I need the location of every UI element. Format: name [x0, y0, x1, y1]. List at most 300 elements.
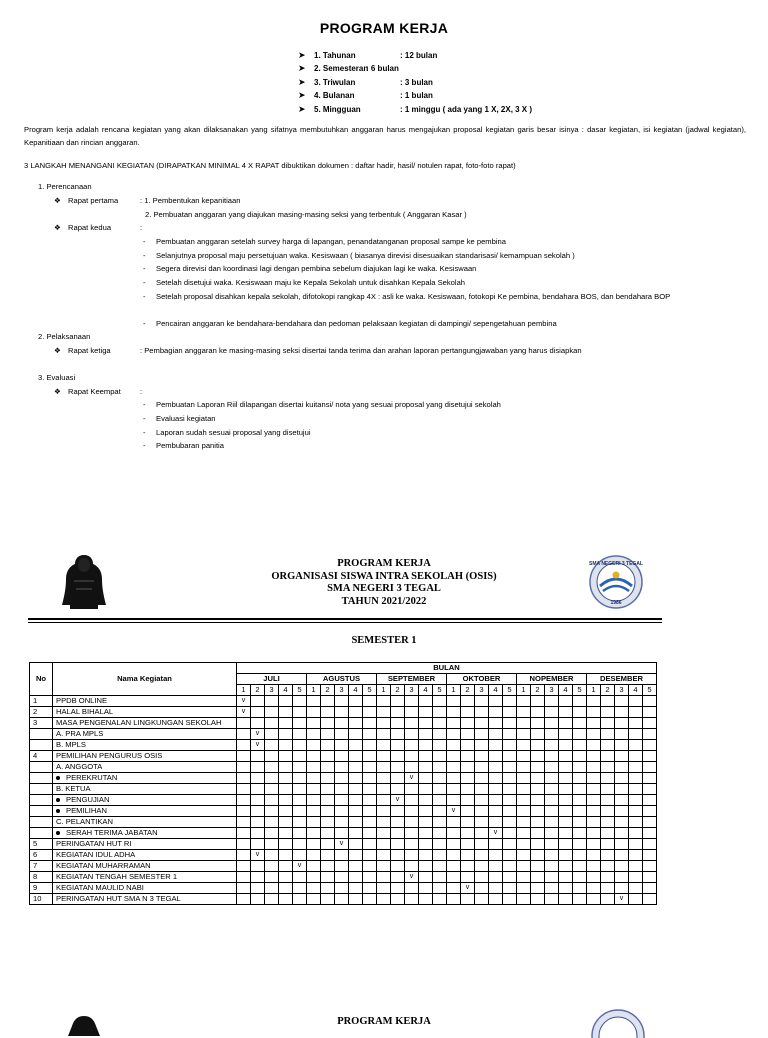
- week-cell: [601, 773, 615, 784]
- row-number: 7: [30, 861, 53, 872]
- week-cell: [433, 828, 447, 839]
- week-cell: [293, 729, 307, 740]
- week-header: 2: [391, 685, 405, 696]
- week-cell: [251, 817, 265, 828]
- week-cell: [559, 817, 573, 828]
- week-cell: [461, 839, 475, 850]
- schedule-table: [29, 662, 657, 905]
- col-name-header: Nama Kegiatan: [53, 663, 237, 696]
- week-cell: [391, 872, 405, 883]
- week-cell: [405, 729, 419, 740]
- week-cell: [265, 894, 279, 905]
- week-cell: [531, 861, 545, 872]
- school-logo-right-icon: [590, 1008, 646, 1038]
- week-cell: [251, 795, 265, 806]
- row-number: [30, 762, 53, 773]
- week-cell: [433, 740, 447, 751]
- week-cell: [587, 740, 601, 751]
- week-cell: [587, 872, 601, 883]
- week-cell: [433, 795, 447, 806]
- week-cell: [531, 784, 545, 795]
- week-cell: [419, 696, 433, 707]
- week-cell: [307, 762, 321, 773]
- week-cell: [419, 817, 433, 828]
- week-cell: [517, 883, 531, 894]
- meeting-label: Rapat kedua: [68, 223, 112, 232]
- week-cell: [461, 707, 475, 718]
- week-cell: [545, 817, 559, 828]
- week-cell: [517, 795, 531, 806]
- week-cell: [573, 740, 587, 751]
- week-cell: [517, 740, 531, 751]
- row-number: 9: [30, 883, 53, 894]
- week-cell: [363, 806, 377, 817]
- week-header: 3: [335, 685, 349, 696]
- week-cell: [601, 839, 615, 850]
- week-cell: [573, 839, 587, 850]
- week-header: 4: [629, 685, 643, 696]
- week-cell: [587, 707, 601, 718]
- week-cell: [377, 828, 391, 839]
- week-cell: [503, 806, 517, 817]
- week-cell: [321, 729, 335, 740]
- week-cell: [573, 718, 587, 729]
- week-cell: [265, 828, 279, 839]
- week-cell: [643, 883, 657, 894]
- week-cell: [517, 839, 531, 850]
- arrowhead-icon: ➤: [298, 76, 306, 87]
- week-cell: [405, 839, 419, 850]
- week-cell: [475, 883, 489, 894]
- week-cell: [293, 828, 307, 839]
- activity-label: PEMILIHAN PENGURUS OSIS: [56, 751, 163, 760]
- week-cell: [475, 817, 489, 828]
- week-cell: [587, 883, 601, 894]
- week-cell: [461, 850, 475, 861]
- week-cell: [237, 883, 251, 894]
- week-cell: [279, 751, 293, 762]
- check-mark: v: [237, 696, 251, 707]
- week-cell: [279, 696, 293, 707]
- week-cell: [349, 740, 363, 751]
- week-cell: [405, 762, 419, 773]
- week-cell: [251, 872, 265, 883]
- month-header: DESEMBER: [587, 674, 657, 685]
- week-cell: [321, 773, 335, 784]
- week-cell: [377, 773, 391, 784]
- week-cell: [335, 850, 349, 861]
- list-item: Evaluasi kegiatan: [156, 414, 216, 423]
- activity-name: [53, 828, 237, 839]
- week-cell: [363, 718, 377, 729]
- week-cell: [573, 696, 587, 707]
- week-cell: [307, 784, 321, 795]
- week-cell: [391, 806, 405, 817]
- week-cell: [349, 861, 363, 872]
- week-cell: [601, 850, 615, 861]
- week-cell: [587, 729, 601, 740]
- bullet-icon: [56, 831, 60, 835]
- week-cell: [447, 795, 461, 806]
- month-header: JULI: [237, 674, 307, 685]
- week-cell: [349, 707, 363, 718]
- week-cell: [251, 718, 265, 729]
- week-cell: [335, 861, 349, 872]
- week-cell: [489, 894, 503, 905]
- week-cell: [251, 773, 265, 784]
- week-cell: [587, 817, 601, 828]
- week-cell: [307, 751, 321, 762]
- week-cell: [391, 861, 405, 872]
- meeting-colon: :: [140, 387, 143, 396]
- week-cell: [475, 784, 489, 795]
- bullet-icon: [56, 809, 60, 813]
- week-cell: [531, 872, 545, 883]
- osis-header: [200, 558, 568, 608]
- section-perencanaan: 1. Perencanaan: [38, 182, 92, 191]
- week-cell: [531, 806, 545, 817]
- week-cell: [279, 806, 293, 817]
- check-mark: v: [251, 850, 265, 861]
- week-cell: [503, 784, 517, 795]
- week-cell: [447, 839, 461, 850]
- week-cell: [307, 773, 321, 784]
- week-cell: [531, 850, 545, 861]
- week-header: 1: [517, 685, 531, 696]
- osis-org-name: ORGANISASI SISWA INTRA SEKOLAH (OSIS): [271, 570, 497, 582]
- week-cell: [475, 751, 489, 762]
- activity-name: [53, 773, 237, 784]
- week-cell: [461, 784, 475, 795]
- week-cell: [391, 707, 405, 718]
- week-cell: [321, 894, 335, 905]
- week-cell: [587, 773, 601, 784]
- activity-label: KEGIATAN MUHARRAMAN: [56, 861, 151, 870]
- week-cell: [349, 850, 363, 861]
- week-cell: [601, 784, 615, 795]
- week-cell: [405, 861, 419, 872]
- week-cell: [531, 729, 545, 740]
- week-cell: [573, 762, 587, 773]
- row-number: 2: [30, 707, 53, 718]
- week-cell: [335, 762, 349, 773]
- week-cell: [601, 894, 615, 905]
- week-cell: [545, 740, 559, 751]
- week-cell: [475, 795, 489, 806]
- row-number: 8: [30, 872, 53, 883]
- week-cell: [503, 773, 517, 784]
- week-header: 5: [503, 685, 517, 696]
- week-cell: [237, 751, 251, 762]
- table-row: [30, 773, 657, 784]
- table-header-row: [30, 663, 657, 674]
- week-cell: [391, 817, 405, 828]
- row-number: 3: [30, 718, 53, 729]
- week-cell: [265, 740, 279, 751]
- next-page-title: PROGRAM KERJA: [337, 1016, 431, 1027]
- week-cell: [559, 806, 573, 817]
- activity-name: [53, 872, 237, 883]
- activity-label: PEMILIHAN: [66, 806, 107, 815]
- week-cell: [279, 762, 293, 773]
- week-cell: [251, 696, 265, 707]
- table-row: [30, 740, 657, 751]
- week-cell: [475, 806, 489, 817]
- week-cell: [363, 696, 377, 707]
- section-evaluasi: 3. Evaluasi: [38, 373, 76, 382]
- week-cell: [307, 718, 321, 729]
- week-cell: [601, 883, 615, 894]
- week-cell: [461, 762, 475, 773]
- week-cell: [475, 872, 489, 883]
- diamond-bullet-icon: ❖: [54, 196, 61, 205]
- week-cell: [419, 784, 433, 795]
- week-cell: [419, 751, 433, 762]
- week-cell: [447, 729, 461, 740]
- week-cell: [363, 861, 377, 872]
- period-item: [298, 103, 718, 116]
- dash-bullet: -: [143, 400, 146, 409]
- week-cell: [377, 751, 391, 762]
- week-header: 1: [447, 685, 461, 696]
- week-cell: [293, 718, 307, 729]
- week-cell: [489, 751, 503, 762]
- week-cell: [335, 729, 349, 740]
- week-header: 2: [601, 685, 615, 696]
- week-cell: [573, 861, 587, 872]
- week-cell: [615, 784, 629, 795]
- week-cell: [475, 773, 489, 784]
- week-cell: [559, 751, 573, 762]
- week-cell: [237, 850, 251, 861]
- week-cell: [293, 773, 307, 784]
- week-cell: [517, 718, 531, 729]
- week-cell: [531, 740, 545, 751]
- week-cell: [461, 718, 475, 729]
- header-divider: [28, 618, 662, 620]
- week-cell: [587, 696, 601, 707]
- week-cell: [363, 729, 377, 740]
- week-cell: [447, 872, 461, 883]
- activity-label: PEREKRUTAN: [66, 773, 118, 782]
- row-number: 4: [30, 751, 53, 762]
- week-cell: [517, 784, 531, 795]
- week-cell: [433, 872, 447, 883]
- dash-bullet: -: [143, 237, 146, 246]
- week-header: 1: [377, 685, 391, 696]
- week-cell: [629, 751, 643, 762]
- week-cell: [377, 894, 391, 905]
- activity-label: KEGIATAN IDUL ADHA: [56, 850, 136, 859]
- week-header: 4: [419, 685, 433, 696]
- page-title: PROGRAM KERJA: [319, 20, 449, 36]
- week-cell: [489, 850, 503, 861]
- week-cell: [615, 696, 629, 707]
- week-header: 1: [237, 685, 251, 696]
- week-cell: [475, 696, 489, 707]
- week-cell: [517, 751, 531, 762]
- table-row: [30, 817, 657, 828]
- week-cell: [545, 696, 559, 707]
- week-cell: [489, 696, 503, 707]
- week-cell: [615, 795, 629, 806]
- week-cell: [629, 795, 643, 806]
- activity-name: [53, 861, 237, 872]
- week-cell: [559, 839, 573, 850]
- table-row: [30, 850, 657, 861]
- week-cell: [237, 817, 251, 828]
- week-cell: [279, 883, 293, 894]
- week-cell: [279, 872, 293, 883]
- week-cell: [643, 894, 657, 905]
- week-cell: [321, 696, 335, 707]
- table-row: [30, 883, 657, 894]
- week-cell: [377, 784, 391, 795]
- arrowhead-icon: ➤: [298, 103, 306, 114]
- school-emblem-left-icon: [64, 1012, 104, 1036]
- week-cell: [475, 718, 489, 729]
- week-cell: [377, 762, 391, 773]
- week-cell: [587, 839, 601, 850]
- week-cell: [643, 729, 657, 740]
- week-cell: [279, 740, 293, 751]
- week-cell: [531, 883, 545, 894]
- week-cell: [363, 740, 377, 751]
- week-cell: [447, 707, 461, 718]
- week-cell: [559, 784, 573, 795]
- week-cell: [391, 839, 405, 850]
- table-row: [30, 729, 657, 740]
- week-cell: [321, 806, 335, 817]
- week-cell: [629, 861, 643, 872]
- week-cell: [587, 828, 601, 839]
- week-cell: [265, 718, 279, 729]
- activity-name: [53, 850, 237, 861]
- week-cell: [279, 839, 293, 850]
- week-cell: [545, 729, 559, 740]
- week-cell: [447, 894, 461, 905]
- activity-label: C. PELANTIKAN: [56, 817, 113, 826]
- row-number: 1: [30, 696, 53, 707]
- week-cell: [279, 894, 293, 905]
- week-cell: [643, 696, 657, 707]
- week-header: 2: [321, 685, 335, 696]
- week-cell: [279, 828, 293, 839]
- week-cell: [629, 718, 643, 729]
- week-cell: [643, 806, 657, 817]
- week-cell: [559, 795, 573, 806]
- activity-label: A. ANGGOTA: [56, 762, 103, 771]
- check-mark: v: [251, 740, 265, 751]
- week-cell: [531, 894, 545, 905]
- week-header: 2: [251, 685, 265, 696]
- activity-name: [53, 784, 237, 795]
- week-cell: [335, 883, 349, 894]
- week-cell: [503, 861, 517, 872]
- week-cell: [461, 795, 475, 806]
- week-cell: [433, 729, 447, 740]
- week-header: 5: [433, 685, 447, 696]
- period-list: [298, 49, 718, 116]
- week-cell: [531, 696, 545, 707]
- week-cell: [517, 872, 531, 883]
- week-cell: [279, 707, 293, 718]
- week-cell: [615, 707, 629, 718]
- table-row: [30, 696, 657, 707]
- week-cell: [265, 817, 279, 828]
- week-cell: [419, 773, 433, 784]
- week-cell: [265, 839, 279, 850]
- row-number: [30, 817, 53, 828]
- week-cell: [433, 718, 447, 729]
- week-cell: [489, 762, 503, 773]
- period-value: : 1 bulan: [400, 91, 433, 101]
- steps-heading: 3 LANGKAH MENANGANI KEGIATAN (DIRAPATKAN MINIMAL 4 X RAPAT dibuktikan dokumen : daftar hadir, hasil/ notulen rapat, foto-foto rapat): [24, 161, 516, 170]
- week-cell: [335, 872, 349, 883]
- week-cell: [307, 817, 321, 828]
- check-mark: v: [335, 839, 349, 850]
- check-mark: v: [237, 707, 251, 718]
- week-cell: [377, 861, 391, 872]
- osis-year: TAHUN 2021/2022: [341, 595, 427, 607]
- week-cell: [461, 740, 475, 751]
- week-cell: [559, 740, 573, 751]
- week-cell: [433, 850, 447, 861]
- week-cell: [629, 762, 643, 773]
- week-cell: [391, 762, 405, 773]
- week-cell: [615, 729, 629, 740]
- week-cell: [517, 850, 531, 861]
- week-cell: [475, 828, 489, 839]
- period-value: : 3 bulan: [400, 77, 433, 87]
- week-cell: [503, 817, 517, 828]
- week-cell: [573, 773, 587, 784]
- week-cell: [629, 784, 643, 795]
- week-cell: [251, 894, 265, 905]
- week-cell: [489, 839, 503, 850]
- row-number: [30, 729, 53, 740]
- week-cell: [335, 751, 349, 762]
- week-cell: [461, 696, 475, 707]
- week-cell: [573, 795, 587, 806]
- week-cell: [307, 740, 321, 751]
- week-header: 3: [405, 685, 419, 696]
- week-cell: [503, 872, 517, 883]
- week-cell: [419, 795, 433, 806]
- week-cell: [321, 740, 335, 751]
- week-cell: [377, 872, 391, 883]
- activity-label: PERINGATAN HUT RI: [56, 839, 132, 848]
- activity-name: [53, 795, 237, 806]
- activity-name: [53, 839, 237, 850]
- week-cell: [517, 707, 531, 718]
- list-item: Segera direvisi dan koordinasi lagi dengan pembina sebelum diajukan lagi ke waka. Kesiswaan: [156, 264, 477, 273]
- check-mark: v: [461, 883, 475, 894]
- week-cell: [335, 828, 349, 839]
- week-cell: [489, 784, 503, 795]
- week-cell: [503, 729, 517, 740]
- week-cell: [643, 795, 657, 806]
- meeting-label: Rapat ketiga: [68, 346, 111, 355]
- week-cell: [447, 828, 461, 839]
- week-cell: [545, 861, 559, 872]
- week-cell: [517, 894, 531, 905]
- week-cell: [587, 850, 601, 861]
- activity-name: [53, 740, 237, 751]
- week-cell: [321, 872, 335, 883]
- week-cell: [461, 773, 475, 784]
- check-mark: v: [391, 795, 405, 806]
